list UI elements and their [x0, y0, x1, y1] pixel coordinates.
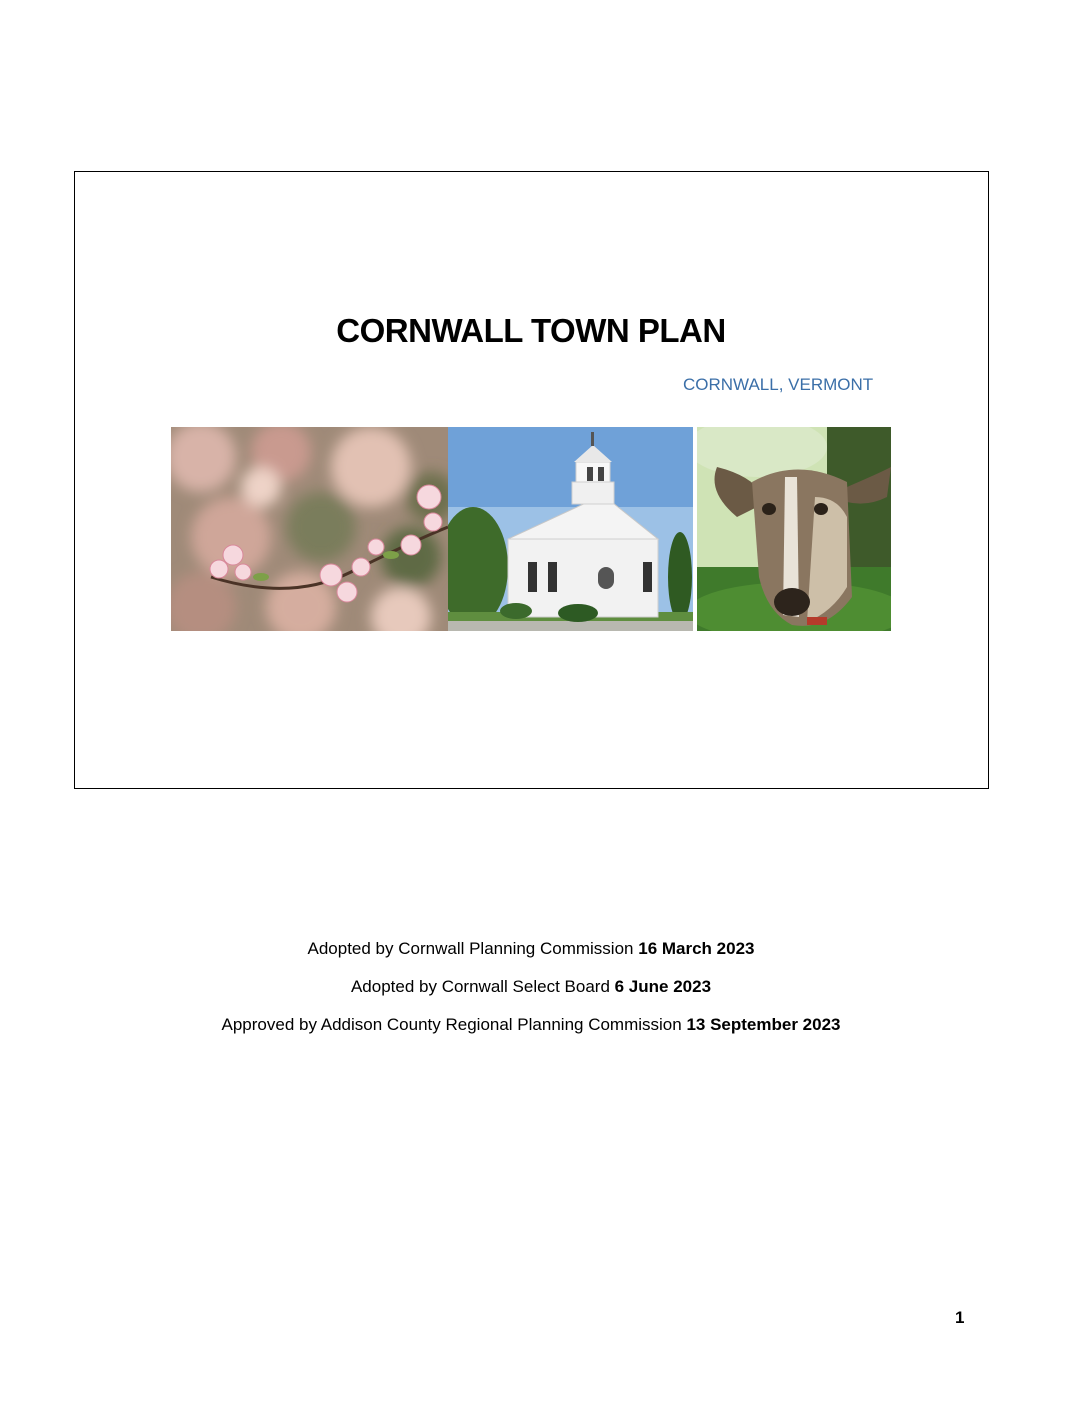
approval-line: [0, 938, 1062, 960]
church-photo: [448, 427, 693, 631]
page-subtitle: CORNWALL, VERMONT: [683, 375, 874, 394]
approval-list: [0, 938, 1062, 1052]
blossom-photo: [171, 427, 448, 631]
approval-date: 13 September 2023: [686, 1015, 841, 1034]
approval-text: Approved by Addison County Regional Planning Commission: [221, 1015, 687, 1034]
page-title: CORNWALL TOWN PLAN: [336, 312, 726, 349]
approval-text: Adopted by Cornwall Planning Commission: [307, 939, 639, 958]
approval-line: [0, 976, 1062, 998]
approval-date: 6 June 2023: [614, 977, 712, 996]
page-number: 1: [955, 1308, 965, 1327]
approval-text: Adopted by Cornwall Select Board: [350, 977, 615, 996]
approval-line: [0, 1014, 1062, 1036]
approval-date: 16 March 2023: [638, 939, 755, 958]
goat-photo: [697, 427, 891, 631]
